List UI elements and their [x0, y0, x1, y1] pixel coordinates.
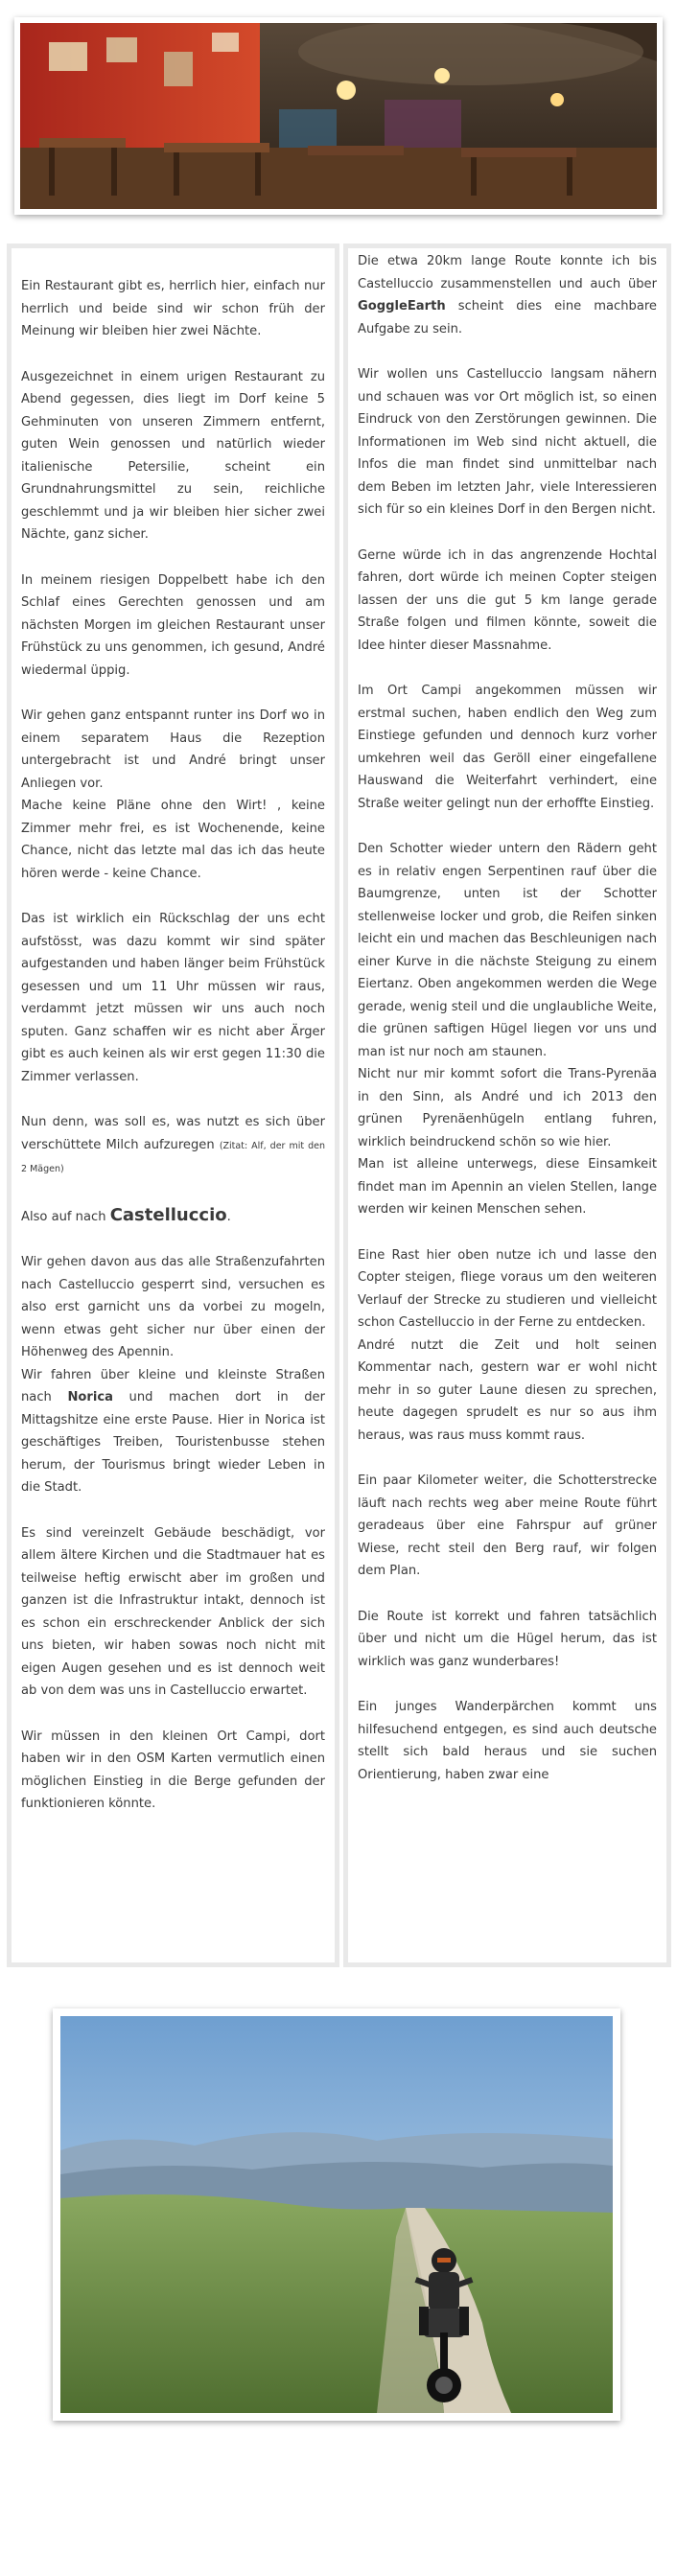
paragraph: Nun denn, was soll es, was nutzt es sich über verschüttete Milch aufzuregen (Zitat: Alf, der mit den 2 Mägen) — [21, 1115, 326, 1174]
paragraph: Also auf nach Castelluccio. — [21, 1204, 231, 1225]
paragraph: Ein paar Kilometer weiter, die Schotterstrecke läuft nach rechts weg aber meine Route führt geradeaus über eine Fahrspur auf grüner Wiese, recht steil den Berg rauf, wir folgen dem Plan. — [358, 1474, 657, 1578]
paragraph: Wir gehen ganz entspannt runter ins Dorf wo in einem separatem Haus die Rezeption untergebracht ist und André bringt unser Anliegen vor. Mache keine Pläne ohne den Wirt! , keine Zimmer mehr frei, es ist Wochenende, keine Chance, nicht das letzte mal das ich das heute hören werde - keine Chance. — [21, 708, 325, 881]
motorcycle-photo — [53, 2008, 620, 2421]
paragraph: Wir wollen uns Castelluccio langsam nähern und schauen was vor Ort möglich ist, so einen Eindruck von den Zerstörungen gewinnen. Die Informationen im Web sind nicht aktuell, die Infos die man findet sind unmittelbar nach dem Beben im letzten Jahr, viele Interessieren sich für so ein kleines Dorf in den Bergen nicht. — [358, 367, 657, 517]
restaurant-interior-image — [20, 23, 657, 209]
paragraph: Wir gehen davon aus das alle Straßenzufahrten nach Castelluccio gesperrt sind, versuchen es also erst garnicht uns da vorbei zu mogeln, wenn etwas geht sicher nur über einen der Höhenweg des Apennin. Wir fahren über kleine und kleinste Straßen nach Norica und machen dort in der Mittagshitze eine erste Pause. Hier in Norica ist geschäftiges Treiben, Touristenbusse stehen herum, der Tourismus bringt wieder Leben in die Stadt. — [21, 1255, 326, 1495]
paragraph: Das ist wirklich ein Rückschlag der uns echt aufstösst, was dazu kommt wir sind später aufgestanden und haben länger beim Frühstück gesessen und um 11 Uhr müssen wir raus, verdammt jetzt müssen wir uns auch noch sputen. Ganz schaffen wir es nicht aber Ärger gibt es auch keinen als wir erst gegen 11:30 die Zimmer verlassen. — [21, 912, 325, 1084]
paragraph: Es sind vereinzelt Gebäude beschädigt, vor allem ältere Kirchen und die Stadtmauer hat es teilweise heftig erwischt aber im großen und ganzen ist die Infrastruktur intakt, dennoch ist es schon ein erschreckender Anblick der sich uns bieten, wir haben sowas noch nicht mit eigen Augen gesehen und es ist dennoch weit ab von dem was uns in Castelluccio erwartet. — [21, 1525, 325, 1698]
article-column-right — [343, 244, 671, 1967]
paragraph: Ausgezeichnet in einem urigen Restaurant zu Abend gegessen, dies liegt im Dorf keine 5 Gehminuten von unseren Zimmern entfernt, guten Wein genossen und natürlich wieder italienische Petersilie, scheint ein Grundnahrungsmittel zu sein, reichliche geschlemmt und ja wir bleiben hier sicher zwei Nächte, ganz sicher. — [21, 369, 325, 542]
paragraph: Die Route ist korrekt und fahren tatsächlich über und nicht um die Hügel herum, das ist wirklich was ganz wunderbares! — [358, 1609, 657, 1669]
quote-note: (Zitat: Alf, der mit den 2 Mägen) — [21, 1140, 326, 1174]
article-column-left — [7, 244, 339, 1967]
paragraph: Ein junges Wanderpärchen kommt uns hilfesuchend entgegen, es sind auch deutsche stellt sich bald heraus und sie suchen Orientierung, haben zwar eine — [358, 1700, 657, 1782]
motorcycle-landscape-image — [60, 2016, 613, 2413]
paragraph: Gerne würde ich in das angrenzende Hochtal fahren, dort würde ich meinen Copter steigen lassen der uns die gut 5 km lange gerade Straße folgen und filmen könnte, soweit die Idee hinter dieser Massnahme. — [358, 547, 657, 653]
place-name: Castelluccio — [109, 1204, 227, 1225]
paragraph: Den Schotter wieder untern den Rädern geht es in relativ engen Serpentinen rauf über die Baumgrenze, unten ist der Schotter stellenweise locker und grob, die Reifen sinken leicht ein und machen das Beschleunigen nach einer Kurve in die nächste Steigung zu einem Eiertanz. Oben angekommen werden die Wege gerade, wenig steil und die unglaubliche Weite, die grünen saftigen Hügel liegen vor uns und man ist nur noch am staunen. Nicht nur mir kommt sofort die Trans-Pyrenäa in den Sinn, als André und ich 2013 den grünen Pyrenäenhügeln entlang fuhren, wirklich beindruckend schön so wie hier. Man ist alleine unterwegs, diese Einsamkeit findet man im Apennin an vielen Stellen, lange werden wir keinen Menschen sehen. — [358, 842, 657, 1217]
paragraph: Ein Restaurant gibt es, herrlich hier, einfach nur herrlich und beide sind wir schon früh der Meinung wir bleiben hier zwei Nächte. — [21, 279, 325, 338]
paragraph: In meinem riesigen Doppelbett habe ich den Schlaf eines Gerechten genossen und am nächsten Morgen im gleichen Restaurant unser Frühstück zu uns genommen, ich gesund, André wiedermal üppig. — [21, 572, 325, 678]
paragraph: Eine Rast hier oben nutze ich und lasse den Copter steigen, fliege voraus um den weiteren Verlauf der Strecke zu studieren und vielleicht schon Castelluccio in der Ferne zu entdecken. André nutzt die Zeit und holt seinen Kommentar nach, gestern war er wohl nicht mehr in so guter Laune diesen zu sprechen, heute dagegen sprudelt es nur so aus ihm heraus, was raus muss kommt raus. — [358, 1247, 657, 1443]
paragraph: Die etwa 20km lange Route konnte ich bis Castelluccio zusammenstellen und auch über GoggleEarth scheint dies eine machbare Aufgabe zu sein. — [358, 254, 657, 337]
software-name: GoggleEarth — [358, 299, 446, 313]
place-name: Norica — [67, 1390, 113, 1404]
paragraph: Im Ort Campi angekommen müssen wir erstmal suchen, haben endlich den Weg zum Einstiege gefunden und dennoch kurz vorher umkehren weil das Geröll einer eingefallene Hauswand die Weiterfahrt verhindert, eine Straße weiter gelingt nun der erhoffte Einstieg. — [358, 684, 657, 811]
restaurant-photo — [14, 17, 663, 215]
paragraph: Wir müssen in den kleinen Ort Campi, dort haben wir in den OSM Karten vermutlich einen möglichen Einstieg in die Berge gefunden der funktionieren könnte. — [21, 1729, 325, 1811]
